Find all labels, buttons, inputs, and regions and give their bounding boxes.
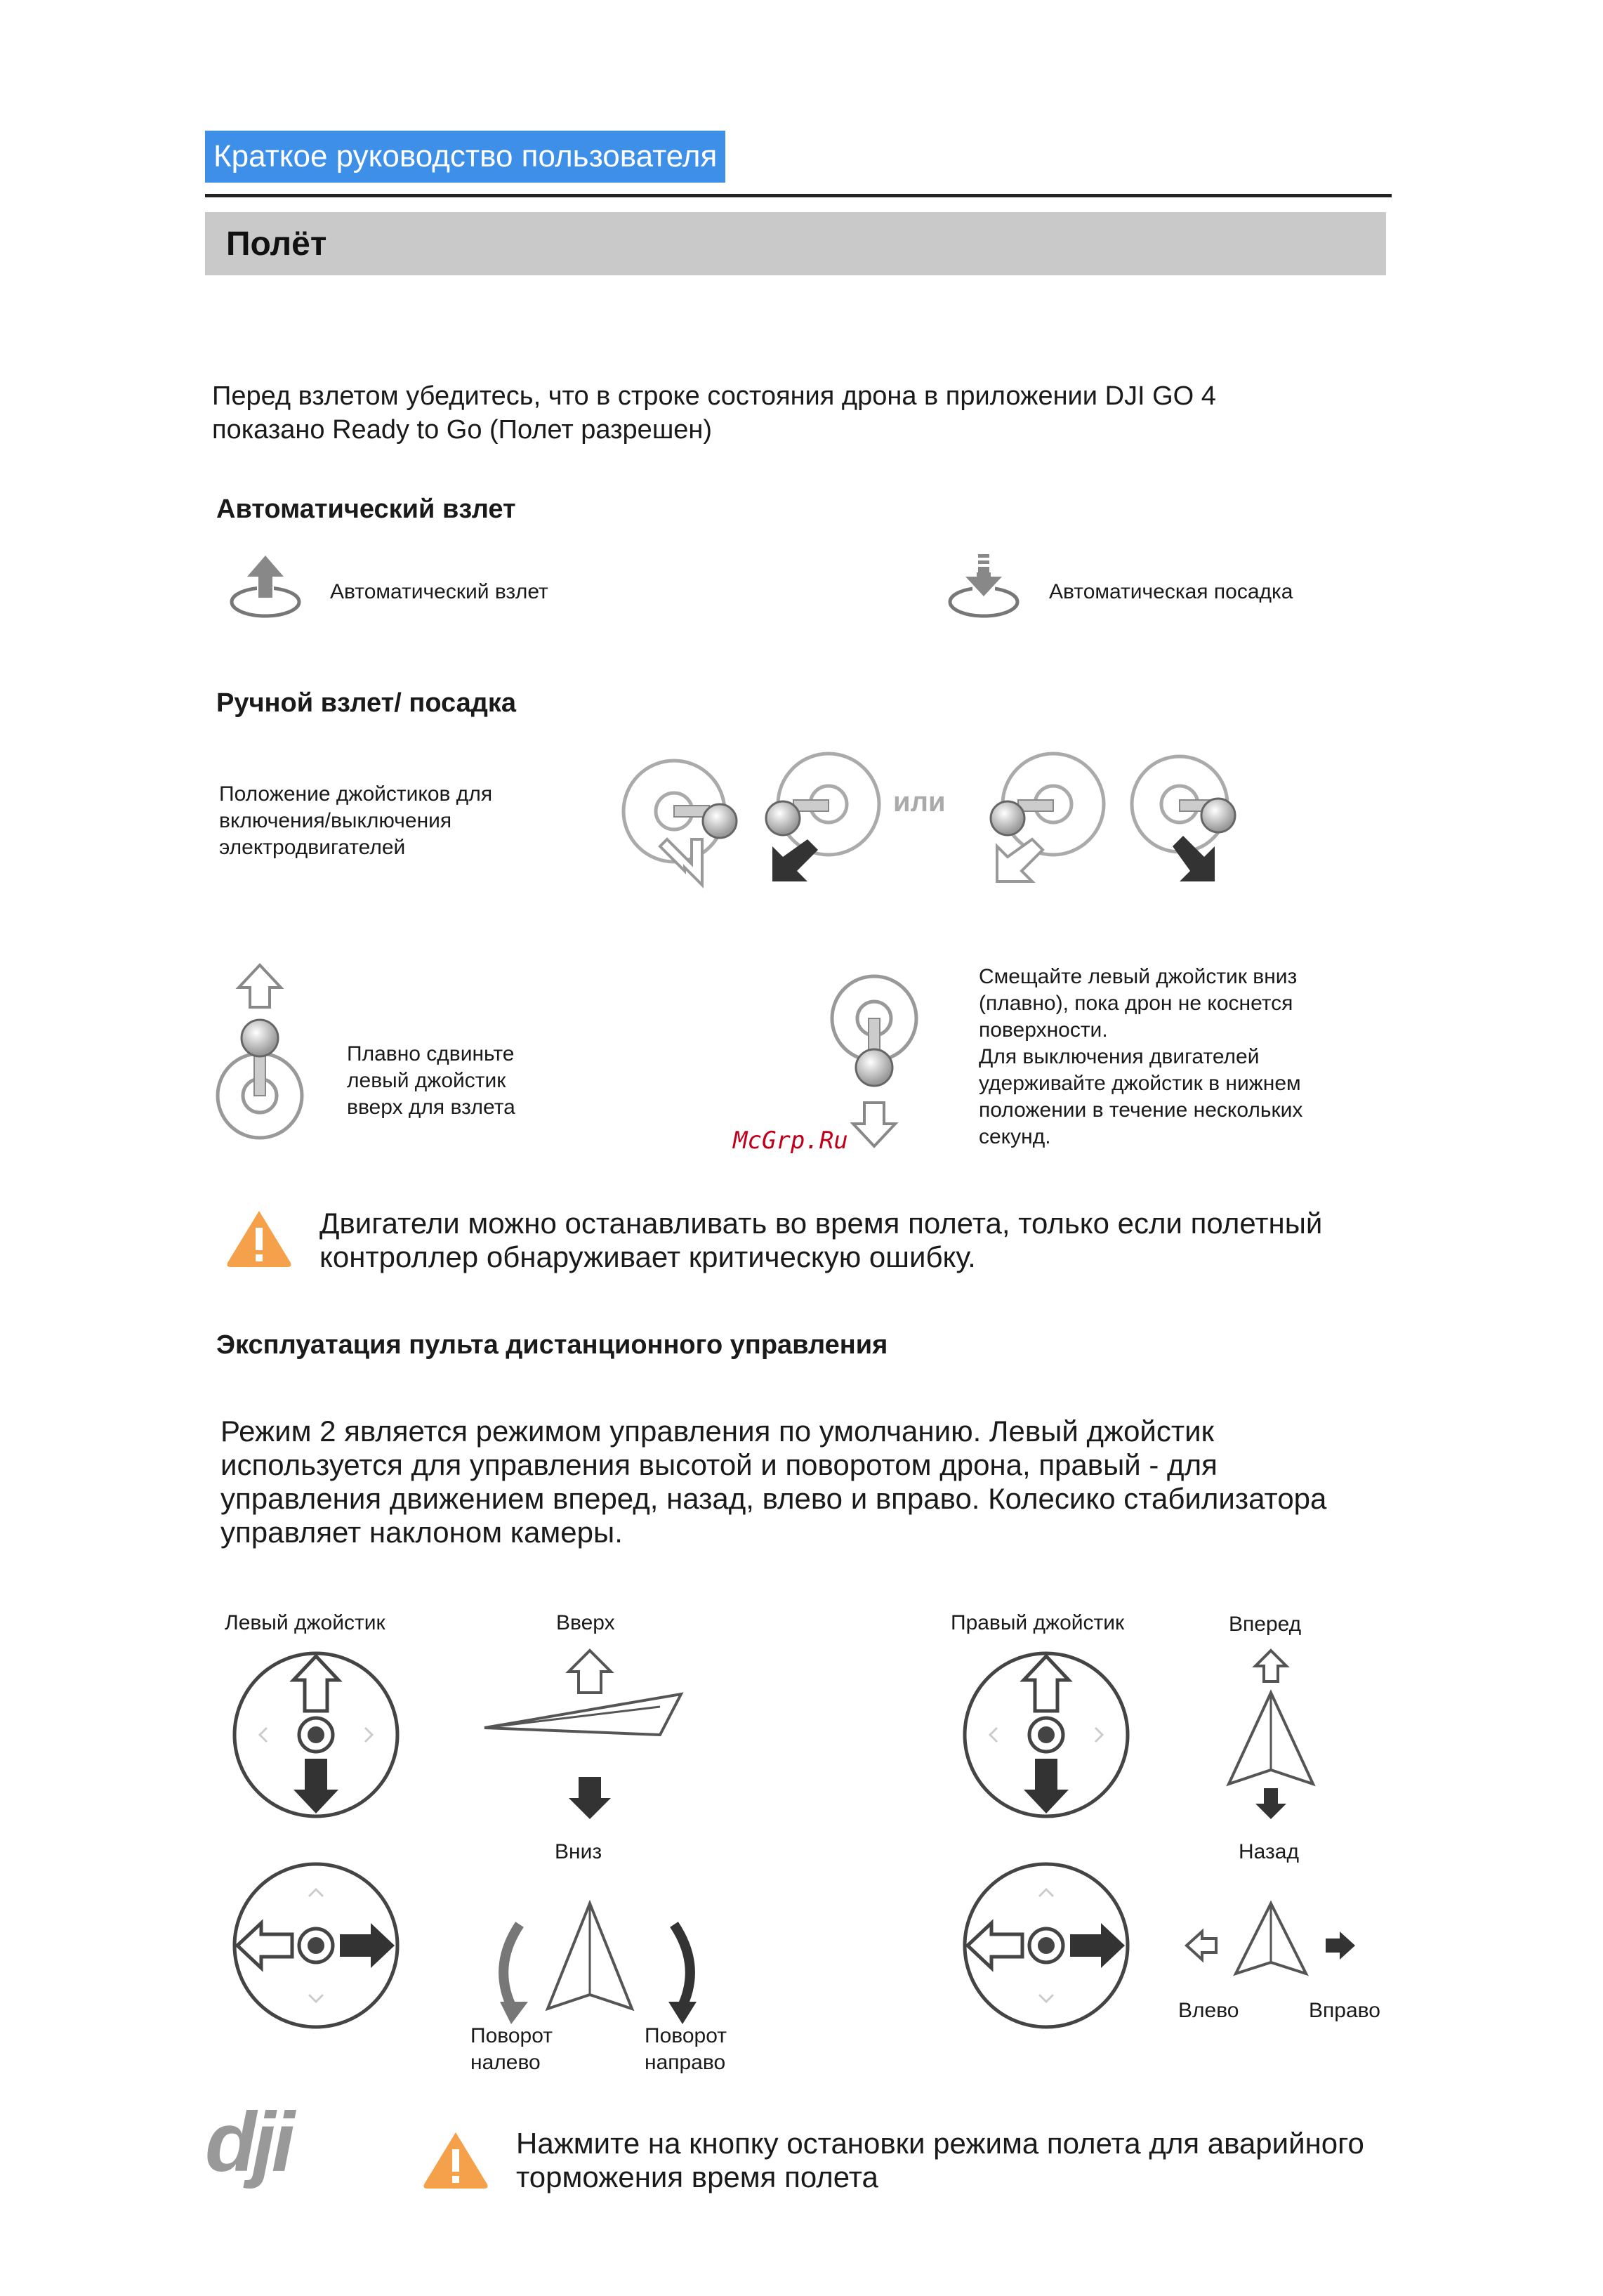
left-stick-vertical	[235, 1653, 397, 1816]
landing-line: (плавно), пока дрон не коснется	[979, 992, 1293, 1015]
landing-line: поверхности.	[979, 1018, 1108, 1042]
warning1-line-2: контроллер обнаруживает критическую ошибку.	[319, 1240, 976, 1273]
remote-line: управляет наклоном камеры.	[220, 1516, 623, 1549]
takeoff-text	[347, 1041, 515, 1121]
warning-icon	[420, 2128, 492, 2190]
remote-line: Режим 2 является режимом управления по умолчанию. Левый джойстик	[220, 1415, 1214, 1448]
landing-line: положении в течение нескольких	[979, 1098, 1303, 1122]
takeoff-stick-illustration	[211, 962, 316, 1145]
intro-line-2: показано Ready to Go (Полет разрешен)	[212, 415, 713, 445]
left-stick-label: Левый джойстик	[225, 1611, 385, 1634]
stick-left-down-left	[991, 754, 1104, 881]
down-label: Вниз	[555, 1840, 602, 1863]
landing-stick-illustration	[822, 962, 927, 1152]
remote-line: управления движением вперед, назад, влево и вправо. Колесико стабилизатора	[220, 1482, 1327, 1515]
auto-takeoff-icon	[226, 551, 305, 622]
footer-warning-line-2: торможения время полета	[516, 2160, 878, 2193]
right-stick-label: Правый джойстик	[951, 1611, 1125, 1634]
guide-title: Краткое руководство пользователя	[205, 131, 725, 183]
csc-joystick-diagram	[618, 748, 1236, 892]
forward-back-plane	[1229, 1651, 1313, 1819]
forward-label: Вперед	[1229, 1613, 1302, 1636]
manual-heading: Ручной взлет/ посадка	[216, 688, 517, 718]
yaw-plane	[500, 1903, 697, 2024]
remote-paragraph	[220, 1415, 1326, 1549]
warning-icon	[223, 1207, 295, 1268]
auto-takeoff-heading: Автоматический взлет	[216, 494, 516, 524]
left-label: Влево	[1178, 1999, 1239, 2022]
left-stick-horizontal	[235, 1864, 397, 2027]
landing-text	[979, 964, 1302, 1150]
stick-left-down-right	[624, 761, 737, 885]
up-label: Вверх	[556, 1611, 615, 1634]
remote-line: используется для управления высотой и поворотом дрона, правый - для	[220, 1448, 1218, 1481]
takeoff-line: левый джойстик	[347, 1069, 506, 1092]
landing-line: удерживайте джойстик в нижнем	[979, 1072, 1301, 1095]
csc-line: электродвигателей	[219, 836, 406, 859]
auto-landing-label: Автоматическая посадка	[1049, 580, 1293, 603]
takeoff-line: вверх для взлета	[347, 1096, 515, 1119]
turn-right-line: направо	[645, 2051, 726, 2074]
backward-label: Назад	[1239, 1840, 1299, 1863]
header-rule	[205, 194, 1392, 197]
stick-right-down-left	[766, 754, 879, 881]
turn-left-line: налево	[470, 2051, 541, 2074]
watermark: McGrp.Ru	[733, 1127, 848, 1155]
intro-line-1: Перед взлетом убедитесь, что в строке состояния дрона в приложении DJI GO 4	[212, 381, 1216, 411]
left-right-plane	[1187, 1903, 1355, 1974]
dji-logo: dji	[205, 2095, 291, 2189]
stick-right-down-right	[1132, 756, 1235, 881]
section-title: Полёт	[226, 225, 327, 263]
warning1-line-1: Двигатели можно останавливать во время полета, только если полетный	[319, 1207, 1323, 1240]
landing-line: Смещайте левый джойстик вниз	[979, 965, 1298, 988]
csc-line: Положение джойстиков для	[219, 782, 493, 806]
up-down-plane	[484, 1651, 681, 1819]
right-label: Вправо	[1309, 1999, 1380, 2022]
auto-landing-icon	[944, 551, 1023, 622]
csc-text	[219, 781, 492, 861]
right-stick-horizontal	[965, 1864, 1128, 2027]
takeoff-line: Плавно сдвиньте	[347, 1042, 515, 1065]
auto-takeoff-label: Автоматический взлет	[330, 580, 548, 603]
remote-heading: Эксплуатация пульта дистанционного управления	[216, 1330, 888, 1360]
mode2-diagram	[225, 1651, 1390, 2044]
footer-warning-line-1: Нажмите на кнопку остановки режима полета для аварийного	[516, 2127, 1364, 2160]
csc-line: включения/выключения	[219, 809, 452, 832]
or-label: или	[893, 787, 946, 818]
turn-left-line: Поворот	[470, 2024, 553, 2047]
landing-line: Для выключения двигателей	[979, 1045, 1260, 1068]
turn-right-line: Поворот	[645, 2024, 727, 2047]
landing-line: секунд.	[979, 1125, 1051, 1148]
right-stick-vertical	[965, 1653, 1128, 1816]
section-bar	[205, 212, 1386, 275]
